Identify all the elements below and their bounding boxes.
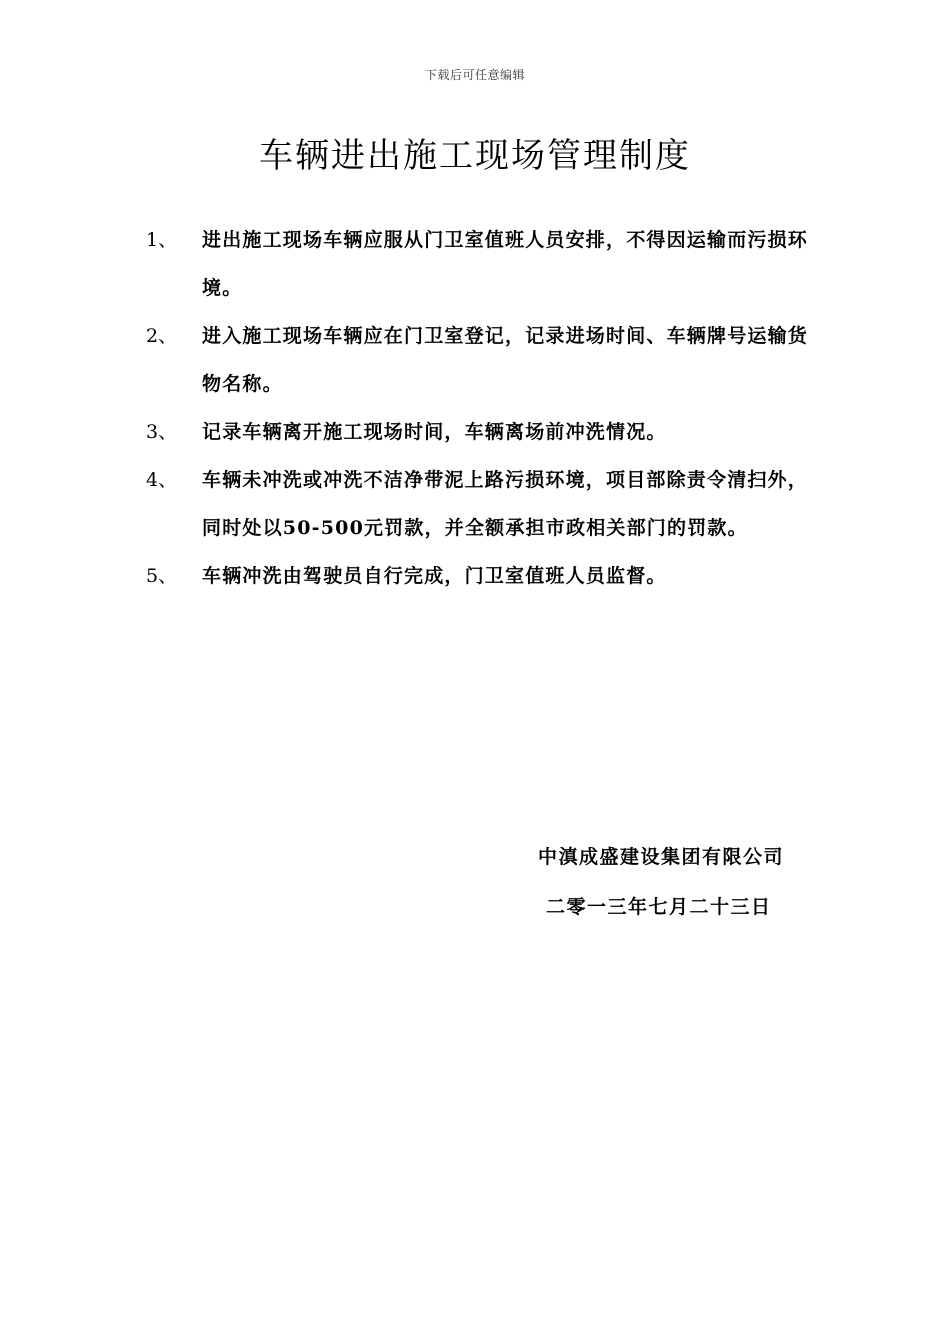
signature-date: 二零一三年七月二十三日 [546,896,772,918]
rule-text: 进入施工现场车辆应在门卫室登记，记录进场时间、车辆牌号运输货物名称。 [202,325,809,395]
rule-number: 5、 [146,565,178,587]
rule-item [146,408,816,456]
rule-number: 3、 [146,421,178,443]
rules-list [146,216,816,600]
rule-number: 1、 [146,229,178,251]
rule-item [146,312,816,408]
company-name: 中滇成盛建设集团有限公司 [538,846,785,868]
rule-item [146,552,816,600]
rule-text: 车辆未冲洗或冲洗不洁净带泥上路污损环境，项目部除责令清扫外，同时处以50-500元罚款，并全额承担市政相关部门的罚款。 [202,469,809,539]
rule-item [146,456,816,552]
rule-number: 2、 [146,325,178,347]
rule-text: 车辆冲洗由驾驶员自行完成，门卫室值班人员监督。 [202,565,667,587]
rule-text: 记录车辆离开施工现场时间，车辆离场前冲洗情况。 [202,421,667,443]
rule-number: 4、 [146,469,178,491]
header-note: 下载后可任意编辑 [424,68,525,82]
rule-text: 进出施工现场车辆应服从门卫室值班人员安排，不得因运输而污损环境。 [202,229,809,299]
document-title: 车辆进出施工现场管理制度 [259,136,691,176]
rule-item [146,216,816,312]
